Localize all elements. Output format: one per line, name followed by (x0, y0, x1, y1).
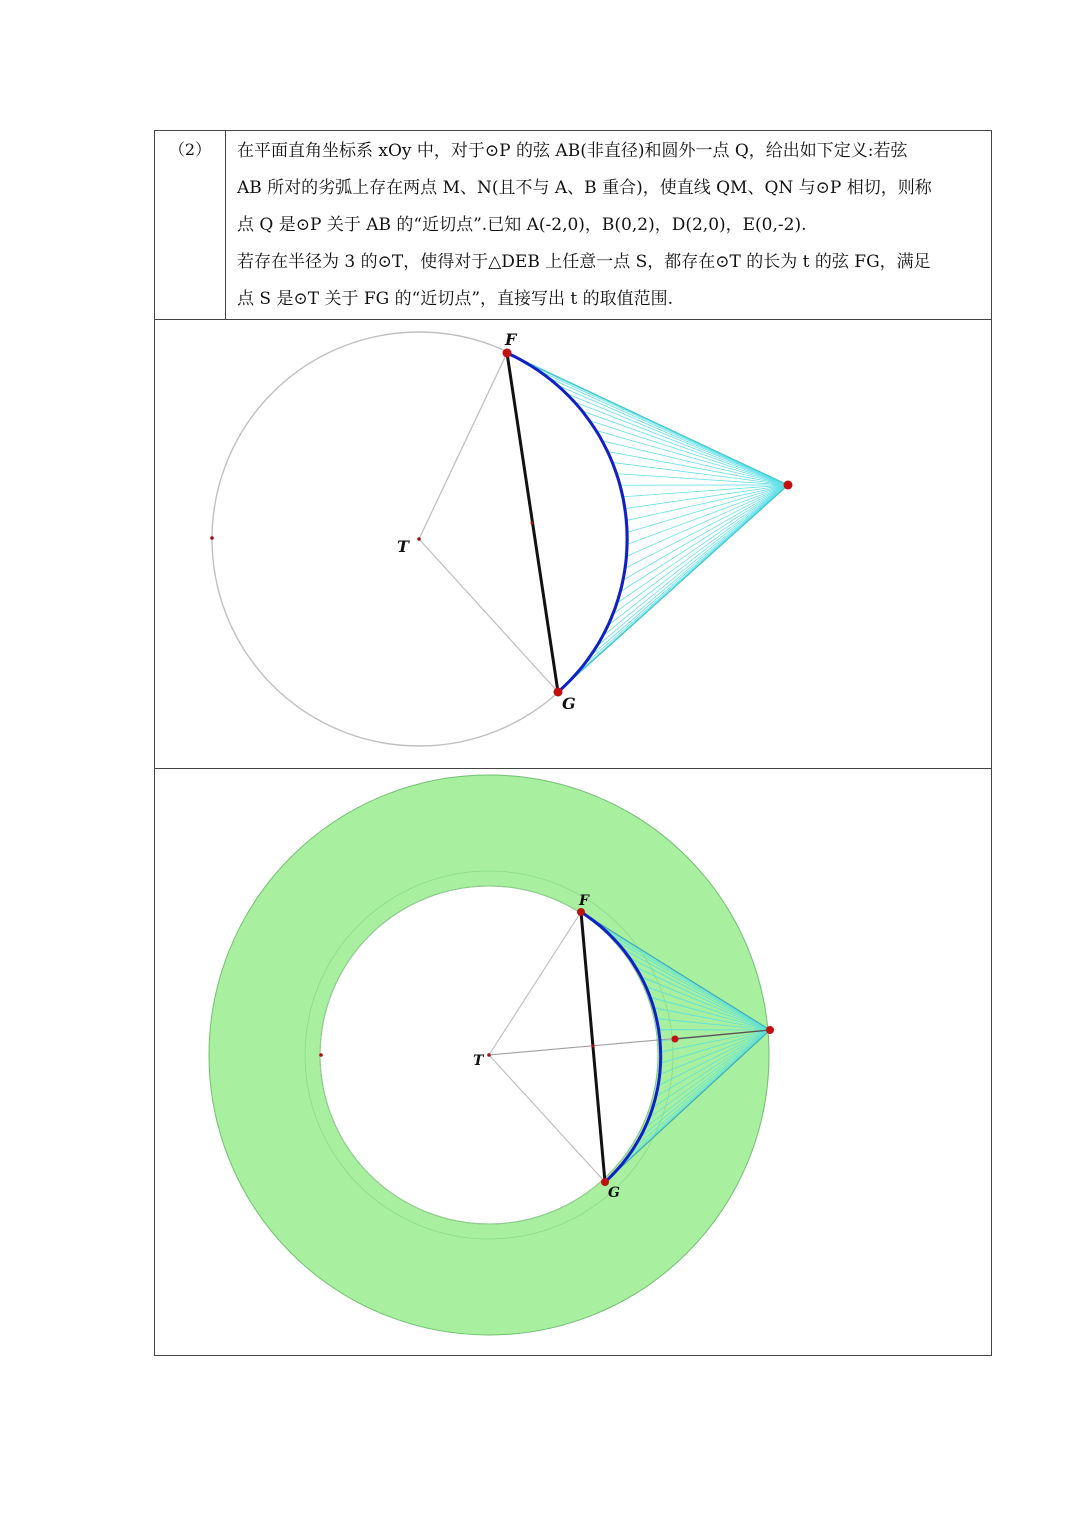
point-t (417, 537, 421, 541)
figure-1-cell (155, 319, 991, 769)
problem-line-5: 点 S 是⊙T 关于 FG 的“近切点”，直接写出 t 的取值范围. (237, 289, 674, 309)
label-f-2: F (579, 893, 589, 909)
mesh-line (621, 485, 788, 592)
point-f (503, 349, 512, 358)
tangent-line-g (558, 485, 788, 692)
point-p-2 (672, 1036, 679, 1043)
mesh-line (623, 485, 788, 497)
point-mid-chord-2 (592, 1045, 595, 1048)
label-g-2: G (608, 1185, 620, 1201)
mesh-line (608, 485, 788, 626)
mesh-line (582, 411, 788, 485)
label-t-2: T (473, 1053, 484, 1069)
mesh-line (623, 485, 788, 580)
point-t-2 (487, 1053, 491, 1057)
mesh-line (628, 485, 789, 532)
problem-line-1: 在平面直角坐标系 xOy 中，对于⊙P 的弦 AB(非直径)和圆外一点 Q，给出如下定义:若弦 (237, 141, 908, 161)
tangent-line-f (507, 353, 788, 485)
label-t: T (397, 537, 409, 556)
mesh-line (575, 402, 788, 485)
problem-number: （2） (155, 131, 226, 319)
figure-1 (155, 319, 991, 768)
point-q (784, 481, 793, 490)
point-mid-chord (531, 522, 534, 525)
problem-text (227, 131, 991, 319)
label-g: G (562, 694, 576, 713)
point-left (210, 536, 214, 540)
mesh-line (617, 485, 788, 603)
point-q-2 (766, 1026, 774, 1034)
mesh-line (590, 485, 788, 657)
label-f: F (505, 330, 517, 349)
problem-line-3: 点 Q 是⊙P 关于 AB 的“近切点”.已知 A(-2,0)，B(0,2)，D(2,0)，E(0,-2). (237, 215, 807, 235)
mesh-line (596, 430, 788, 485)
mesh-line (602, 441, 788, 485)
radius-tg-2 (489, 1055, 605, 1182)
problem-line-2: AB 所对的劣弧上存在两点 M、N(且不与 A、B 重合)，使直线 QM、QN 与⊙P 相切，则称 (237, 178, 932, 198)
point-left-2 (319, 1053, 323, 1057)
mesh-line (548, 377, 788, 485)
figure-2-cell (155, 769, 991, 1355)
mesh-line (627, 485, 788, 556)
problem-row (155, 131, 991, 320)
radius-tf (419, 353, 507, 539)
minor-arc-fg (507, 353, 627, 692)
mesh-line (590, 420, 788, 485)
mesh-line (608, 451, 788, 485)
figure-2 (155, 769, 991, 1355)
point-f-2 (577, 908, 585, 916)
problem-table (154, 130, 992, 1356)
radius-tf-2 (489, 912, 581, 1055)
problem-line-4: 若存在半径为 3 的⊙T，使得对于△DEB 上任意一点 S，都存在⊙T 的长为 t 的弦 FG，满足 (237, 252, 931, 272)
